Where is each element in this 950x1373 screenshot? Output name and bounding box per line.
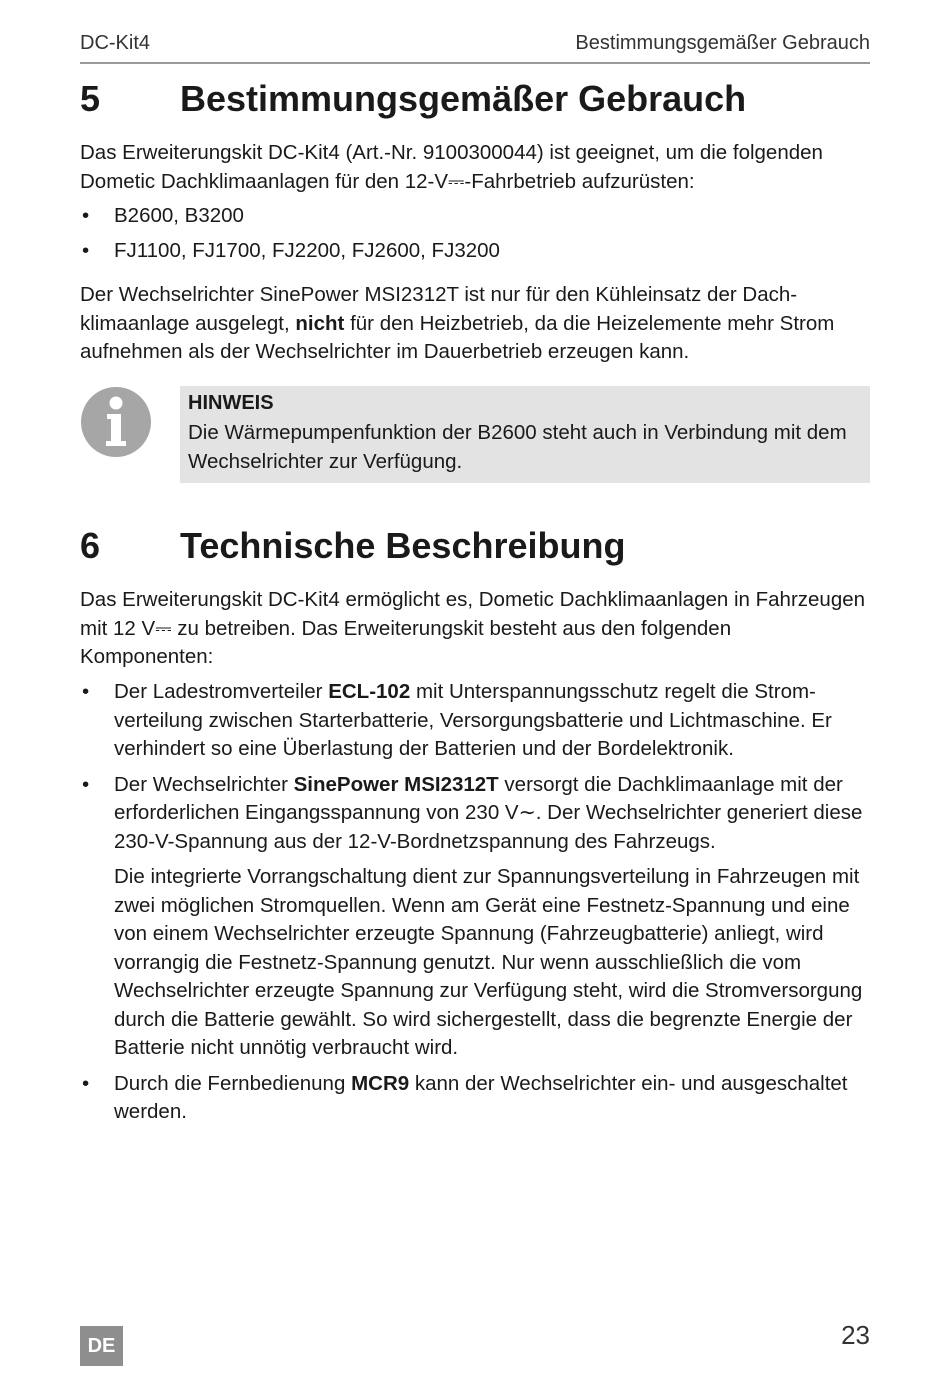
inverter-paragraph: Die integrierte Vorrangschaltung dient zur Spannungsverteilung in Fahrzeugen mit zwei möglichen Stromquellen. Wenn am Gerät eine Festnetz-Spannung und eine von einem Wechselrichter erzeugte Spannung (Fahrzeugbatterie) anliegt, wird vorrangig die Festnetz-Spannung genutzt. Nur wenn ausschließlich die vom Wechselrichter erzeugte Spannung zur Verfügung steht, wird die Stromversorgung durch die Batterie gewählt. So wird sichergestellt, dass die begrenzte Energie der Batterie nicht unnötig verbraucht wird.: [114, 865, 863, 1059]
component-list: [80, 678, 870, 1127]
list-item: • Der Wechselrichter SinePower MSI2312T versorgt die Dachklimaanlage mit der erforderlichen Eingangsspannung von 230 V∼. Der Wechselrichter generiert diese 230-V-Spannung aus der 12-V-Bordnetzspannung des Fahrzeugs. Die integrierte Vorrangschaltung dient zur Spannungsverteilung in Fahrzeugen mit zwei möglichen Stromquellen. Wenn am Gerät eine Festnetz-Spannung und eine von einem Wechselrichter erzeugte Spannung (Fahrzeugbatterie) anliegt, wird vorrangig die Festnetz-Spannung genutzt. Nur wenn ausschließlich die vom Wechselrichter erzeugte Spannung zur Verfügung steht, wird die Stromversorgung durch die Batterie gewählt. So wird sichergestellt, dass die begrenzte Energie der Batterie nicht unnötig verbraucht wird.: [80, 771, 870, 1063]
page-header: [80, 32, 870, 64]
product-ecl-102: ECL-102: [328, 680, 411, 703]
section-6-heading: [80, 525, 625, 567]
bullet-icon: •: [82, 204, 90, 227]
bullet-icon: •: [82, 1071, 90, 1095]
product-mcr9: MCR9: [351, 1071, 410, 1095]
model-list: [80, 202, 870, 265]
section-5-intro: Das Erweiterungskit DC-Kit4 (Art.-Nr. 9100300044) ist geeignet, um die folgenden Dometic Dachklimaanlagen für den 12-V⎓-Fahrbetrieb aufzurüsten:: [80, 141, 823, 193]
section-5-heading: [80, 78, 746, 120]
info-icon: [80, 386, 152, 458]
bullet-icon: •: [82, 238, 90, 262]
note-title: HINWEIS: [188, 392, 274, 414]
list-item: • B2600, B3200: [80, 202, 870, 231]
header-chapter-title: Bestimmungsgemäßer Gebrauch: [575, 32, 870, 54]
product-sinepower: SinePower MSI2312T: [293, 772, 499, 796]
emphasis-nicht: nicht: [295, 311, 345, 335]
list-item: • Durch die Fernbedienung MCR9 kann der Wechselrichter ein- und ausgeschaltet werden.: [82, 1071, 848, 1123]
section-6-number: 6: [80, 525, 101, 566]
section-6-title: Technische Beschreibung: [180, 525, 626, 566]
section-5-number: 5: [80, 78, 101, 119]
section-5-paragraph: Der Wechselrichter SinePower MSI2312T ist nur für den Kühleinsatz der Dachklimaanlage ausgelegt, nicht für den Heizbetrieb, da die Heizelemente mehr Strom aufnehmen als der Wechselrichter im Dauerbetrieb erzeugen kann.: [80, 283, 835, 363]
note-text: Die Wärmepumpenfunktion der B2600 steht auch in Verbindung mit dem Wechselrichter zur Verfügung.: [188, 421, 847, 473]
list-item: • Der Ladestromverteiler ECL-102 mit Unterspannungsschutz regelt die Stromverteilung zwischen Starterbatterie, Versorgungsbatterie und Lichtmaschine. Er verhindert so eine Überlastung der Batterien und der Bordelektronik.: [82, 680, 832, 760]
section-6-intro: Das Erweiterungskit DC-Kit4 ermöglicht es, Dometic Dachklimaanlagen in Fahrzeugen mit 12 V⎓ zu betreiben. Das Erweiterungskit besteht aus den folgenden Komponenten:: [80, 588, 866, 668]
bullet-icon: •: [82, 680, 90, 703]
list-item: • FJ1100, FJ1700, FJ2200, FJ2600, FJ3200: [80, 237, 870, 266]
language-badge: DE: [80, 1326, 123, 1366]
section-5-title: Bestimmungsgemäßer Gebrauch: [180, 78, 747, 119]
note-box: [180, 386, 870, 483]
header-doc-name: DC-Kit4: [80, 32, 151, 54]
bullet-icon: •: [82, 772, 90, 796]
page-number: 23: [841, 1320, 870, 1350]
